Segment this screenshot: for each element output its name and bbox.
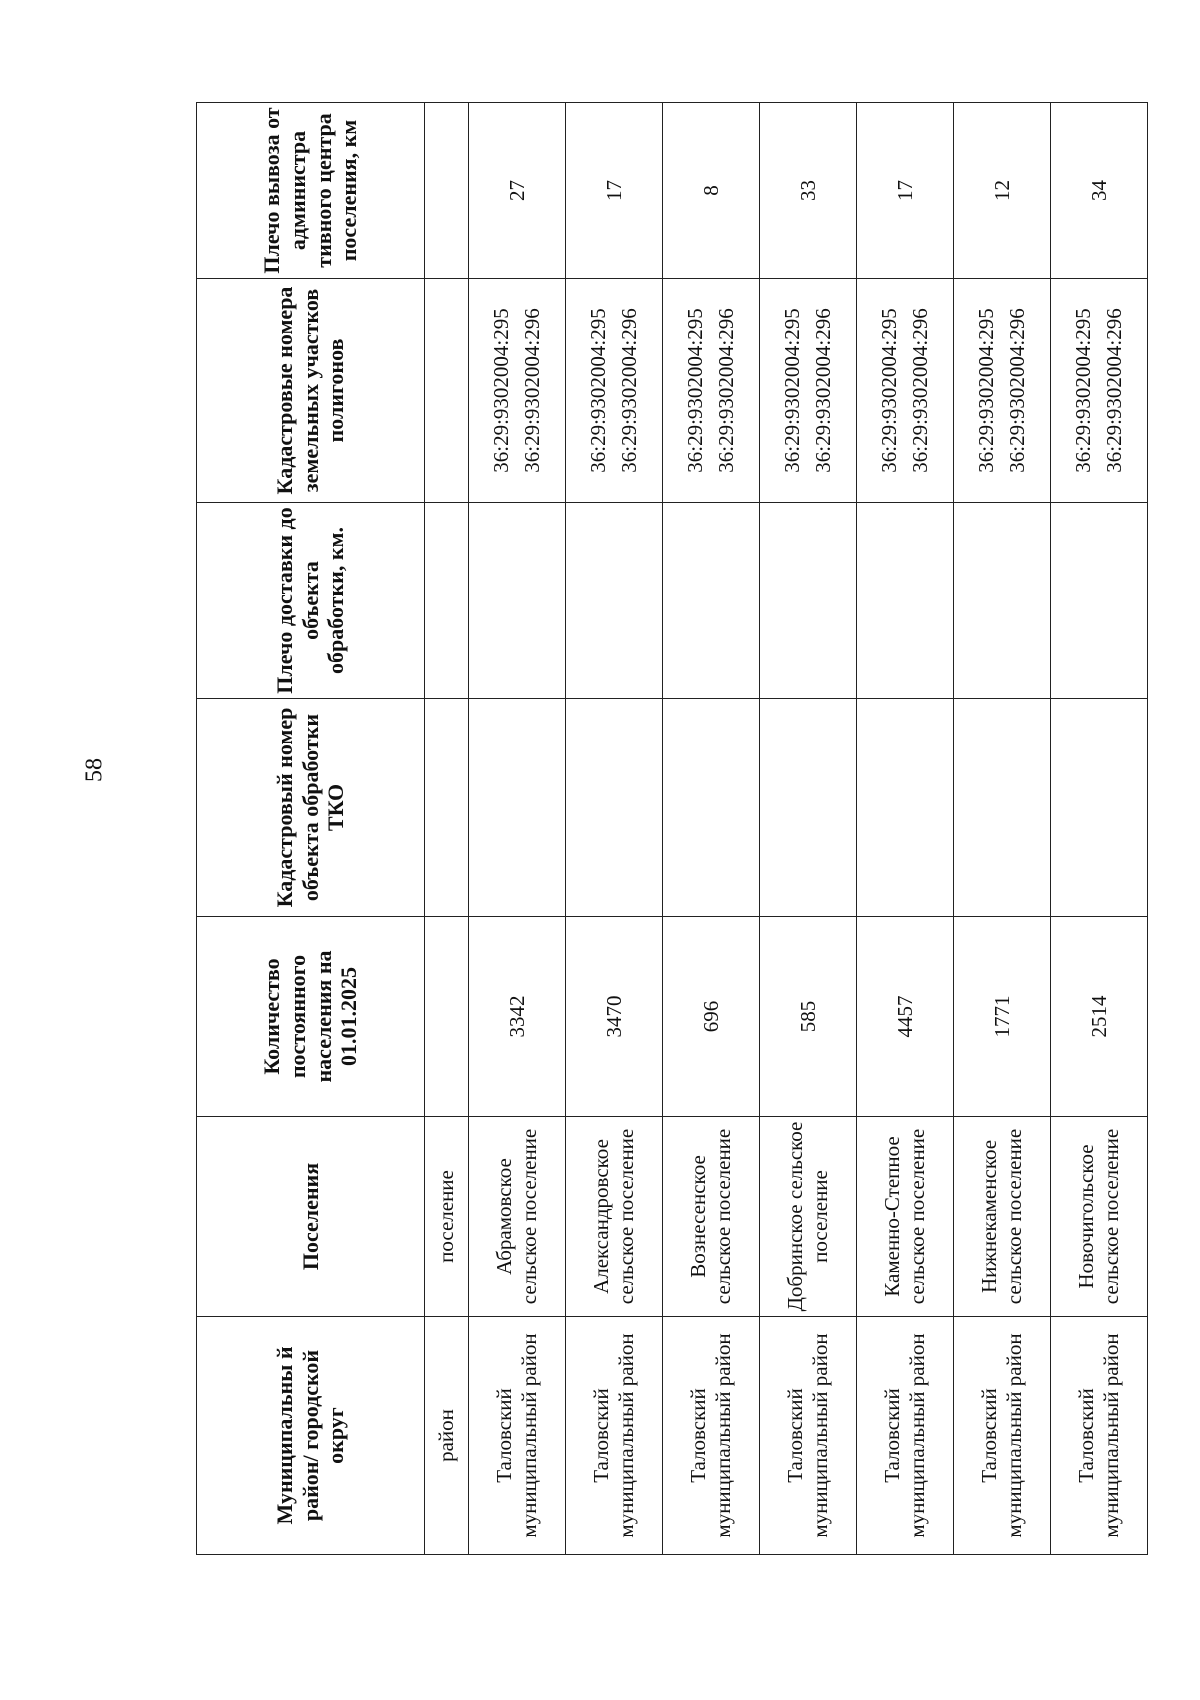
cadastral-number: 36:29:9302004:296 [1005, 308, 1029, 473]
cadastral-number: 36:29:9302004:296 [714, 308, 738, 473]
cell-population: 3342 [469, 917, 566, 1117]
table-row [954, 103, 1051, 1555]
cell-landfill-cadastral [566, 279, 663, 503]
cadastral-number: 36:29:9302004:296 [617, 308, 641, 473]
cell-treatment-cadastral [663, 699, 760, 917]
cell-landfill-cadastral [663, 279, 760, 503]
header-landfill-cadastral: Кадастровые номера земельных участков полигонов [197, 279, 425, 503]
cell-population: 696 [663, 917, 760, 1117]
cell-distance-km: 33 [760, 103, 857, 279]
table-row [469, 103, 566, 1555]
cadastral-number: 36:29:9302004:295 [682, 308, 707, 473]
cell-district: Таловский муниципальный район [954, 1317, 1051, 1555]
cell-treatment-distance [1051, 503, 1148, 699]
cell-settlement: Вознесенское сельское поселение [663, 1117, 760, 1317]
page-number: 58 [81, 758, 108, 782]
header-population: Количество постоянного населения на 01.01.2025 [197, 917, 425, 1117]
cell-empty [425, 103, 469, 279]
table-rows [469, 103, 1148, 1555]
cell-settlement: Нижнекаменское сельское поселение [954, 1117, 1051, 1317]
cell-settlement: Каменно-Степное сельское поселение [857, 1117, 954, 1317]
cell-treatment-cadastral [760, 699, 857, 917]
cadastral-number: 36:29:9302004:295 [779, 308, 804, 473]
cell-settlement: Абрамовское сельское поселение [469, 1117, 566, 1317]
cadastral-number: 36:29:9302004:295 [1070, 308, 1095, 473]
table-row [760, 103, 857, 1555]
cell-district: Таловский муниципальный район [566, 1317, 663, 1555]
cell-district: Таловский муниципальный район [857, 1317, 954, 1555]
cell-landfill-cadastral [954, 279, 1051, 503]
header-distance-km: Плечо вывоза от администра тивного центра поселения, км [197, 103, 425, 279]
cell-distance-km: 12 [954, 103, 1051, 279]
cadastral-number: 36:29:9302004:295 [585, 308, 610, 473]
cell-landfill-cadastral [857, 279, 954, 503]
cell-population: 4457 [857, 917, 954, 1117]
table-row [663, 103, 760, 1555]
cell-population: 2514 [1051, 917, 1148, 1117]
cell-treatment-cadastral [566, 699, 663, 917]
cell-empty [425, 917, 469, 1117]
cell-distance-km: 17 [566, 103, 663, 279]
cell-population: 3470 [566, 917, 663, 1117]
cadastral-number: 36:29:9302004:295 [876, 308, 901, 473]
header-treatment-cadastral: Кадастровый номер объекта обработки ТКО [197, 699, 425, 917]
cell-treatment-cadastral [857, 699, 954, 917]
cell-district: Таловский муниципальный район [663, 1317, 760, 1555]
cadastral-number: 36:29:9302004:296 [1102, 308, 1126, 473]
header-row [197, 103, 425, 1555]
cell-treatment-distance [954, 503, 1051, 699]
table-row [857, 103, 954, 1555]
cell-treatment-cadastral [954, 699, 1051, 917]
cell-district: Таловский муниципальный район [760, 1317, 857, 1555]
cadastral-number: 36:29:9302004:295 [973, 308, 998, 473]
cell-landfill-cadastral [760, 279, 857, 503]
cadastral-number: 36:29:9302004:296 [908, 308, 932, 473]
cadastral-number: 36:29:9302004:295 [488, 308, 513, 473]
rotated-table-container [196, 103, 1148, 1555]
cell-settlement: поселение [425, 1117, 469, 1317]
cell-distance-km: 34 [1051, 103, 1148, 279]
cell-treatment-cadastral [469, 699, 566, 917]
cell-population: 585 [760, 917, 857, 1117]
cell-treatment-cadastral [1051, 699, 1148, 917]
cadastral-number: 36:29:9302004:296 [520, 308, 544, 473]
waste-transport-table [196, 102, 1148, 1555]
cell-district: Таловский муниципальный район [1051, 1317, 1148, 1555]
cadastral-number: 36:29:9302004:296 [811, 308, 835, 473]
header-treatment-distance: Плечо доставки до объекта обработки, км. [197, 503, 425, 699]
continuation-row [425, 103, 469, 1555]
cell-settlement: Добринское сельское поселение [760, 1117, 857, 1317]
cell-distance-km: 17 [857, 103, 954, 279]
cell-empty [425, 279, 469, 503]
cell-treatment-distance [857, 503, 954, 699]
cell-settlement: Новочигольское сельское поселение [1051, 1117, 1148, 1317]
table-row [566, 103, 663, 1555]
cell-distance-km: 27 [469, 103, 566, 279]
header-settlement: Поселения [197, 1117, 425, 1317]
cell-landfill-cadastral [469, 279, 566, 503]
header-district: Муниципальны й район/ городской округ [197, 1317, 425, 1555]
cell-district: район [425, 1317, 469, 1555]
cell-treatment-distance [469, 503, 566, 699]
cell-district: Таловский муниципальный район [469, 1317, 566, 1555]
cell-empty [425, 699, 469, 917]
table-row [1051, 103, 1148, 1555]
cell-population: 1771 [954, 917, 1051, 1117]
cell-treatment-distance [566, 503, 663, 699]
cell-treatment-distance [760, 503, 857, 699]
cell-distance-km: 8 [663, 103, 760, 279]
cell-treatment-distance [663, 503, 760, 699]
cell-landfill-cadastral [1051, 279, 1148, 503]
cell-empty [425, 503, 469, 699]
cell-settlement: Александровское сельское поселение [566, 1117, 663, 1317]
